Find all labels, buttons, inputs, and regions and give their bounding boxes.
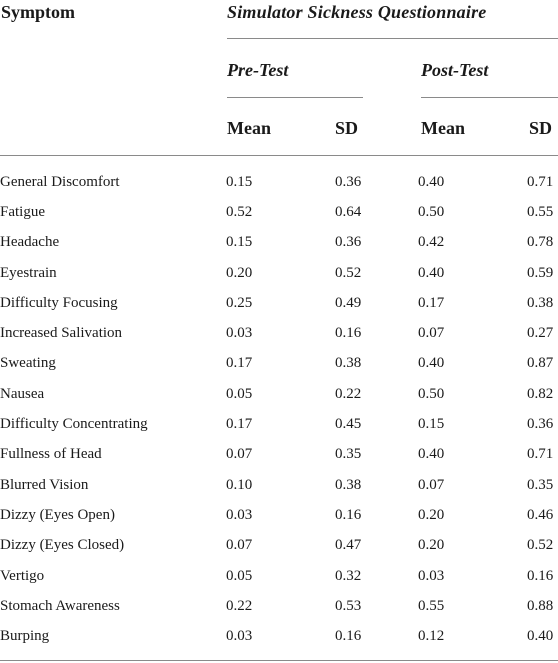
post-sd-cell: 0.88 — [527, 597, 554, 614]
symptom-cell: Dizzy (Eyes Closed) — [0, 537, 125, 554]
table-row — [0, 258, 557, 288]
symptom-cell: Difficulty Focusing — [0, 294, 118, 311]
post-mean-cell: 0.55 — [418, 597, 445, 614]
pre-mean-cell: 0.25 — [226, 294, 253, 311]
pre-mean-cell: 0.20 — [226, 264, 253, 281]
post-mean-header: Mean — [421, 118, 465, 138]
table-row — [0, 197, 557, 227]
pre-sd-cell: 0.22 — [335, 385, 362, 402]
post-sd-cell: 0.55 — [527, 203, 554, 220]
table-row — [0, 167, 557, 197]
post-sd-cell: 0.36 — [527, 416, 554, 433]
post-sd-cell: 0.52 — [527, 537, 554, 554]
pre-sd-cell: 0.16 — [335, 506, 362, 523]
table-row — [0, 288, 557, 318]
post-sd-cell: 0.78 — [527, 234, 554, 251]
pre-sd-cell: 0.45 — [335, 416, 362, 433]
pre-mean-cell: 0.05 — [226, 567, 253, 584]
pre-sd-cell: 0.49 — [335, 294, 362, 311]
post-mean-cell: 0.40 — [418, 355, 445, 372]
pre-sd-cell: 0.32 — [335, 567, 362, 584]
post-mean-cell: 0.50 — [418, 385, 445, 402]
pre-sd-cell: 0.16 — [335, 325, 362, 342]
post-mean-cell: 0.40 — [418, 173, 445, 190]
pre-mean-cell: 0.07 — [226, 446, 253, 463]
post-sd-cell: 0.71 — [527, 446, 554, 463]
symptom-cell: Vertigo — [0, 567, 45, 584]
symptom-cell: Headache — [0, 234, 60, 251]
symptom-cell: Increased Salivation — [0, 325, 123, 342]
pre-mean-cell: 0.15 — [226, 173, 253, 190]
table-row — [0, 318, 557, 348]
symptom-cell: Stomach Awareness — [0, 597, 120, 614]
symptom-cell: Dizzy (Eyes Open) — [0, 506, 115, 523]
post-mean-cell: 0.40 — [418, 264, 445, 281]
pre-mean-cell: 0.17 — [226, 416, 253, 433]
symptom-column-header: Symptom — [1, 2, 76, 22]
symptom-cell: General Discomfort — [0, 173, 120, 190]
questionnaire-header: Simulator Sickness Questionnaire — [227, 2, 487, 22]
symptom-cell: Difficulty Concentrating — [0, 416, 148, 433]
post-test-underline — [421, 97, 558, 98]
post-sd-cell: 0.46 — [527, 506, 554, 523]
post-sd-cell: 0.40 — [527, 628, 554, 645]
pre-sd-cell: 0.53 — [335, 597, 362, 614]
post-sd-cell: 0.82 — [527, 385, 554, 402]
table-row — [0, 409, 557, 439]
symptom-cell: Eyestrain — [0, 264, 57, 281]
post-mean-cell: 0.17 — [418, 294, 445, 311]
pre-sd-cell: 0.38 — [335, 476, 362, 493]
post-sd-cell: 0.27 — [527, 325, 554, 342]
header-bottom-rule — [0, 155, 558, 156]
pre-mean-cell: 0.15 — [226, 234, 253, 251]
table-row — [0, 531, 557, 561]
pre-sd-cell: 0.35 — [335, 446, 362, 463]
pre-sd-cell: 0.64 — [335, 203, 362, 220]
pre-mean-cell: 0.22 — [226, 597, 253, 614]
table-row — [0, 440, 557, 470]
questionnaire-underline — [227, 38, 558, 39]
post-mean-cell: 0.42 — [418, 234, 445, 251]
symptom-cell: Sweating — [0, 355, 56, 372]
symptom-cell: Blurred Vision — [0, 476, 89, 493]
pre-sd-cell: 0.36 — [335, 234, 362, 251]
table-row — [0, 379, 557, 409]
post-test-header: Post-Test — [421, 60, 489, 80]
post-sd-cell: 0.16 — [527, 567, 554, 584]
table-row — [0, 228, 557, 258]
pre-sd-cell: 0.36 — [335, 173, 362, 190]
post-sd-cell: 0.59 — [527, 264, 554, 281]
symptom-cell: Fatigue — [0, 203, 45, 220]
table-row — [0, 621, 557, 651]
post-sd-header: SD — [529, 118, 553, 138]
symptom-cell: Burping — [0, 628, 50, 645]
post-sd-cell: 0.35 — [527, 476, 554, 493]
table-row — [0, 561, 557, 591]
post-mean-cell: 0.20 — [418, 537, 445, 554]
pre-mean-header: Mean — [227, 118, 271, 138]
pre-sd-header: SD — [335, 118, 359, 138]
pre-mean-cell: 0.52 — [226, 203, 253, 220]
table-row — [0, 349, 557, 379]
pre-mean-cell: 0.05 — [226, 385, 253, 402]
post-mean-cell: 0.20 — [418, 506, 445, 523]
pre-mean-cell: 0.17 — [226, 355, 253, 372]
table-bottom-rule — [0, 660, 558, 661]
pre-mean-cell: 0.03 — [226, 628, 253, 645]
pre-sd-cell: 0.47 — [335, 537, 362, 554]
pre-sd-cell: 0.52 — [335, 264, 362, 281]
post-mean-cell: 0.03 — [418, 567, 445, 584]
pre-test-underline — [227, 97, 363, 98]
post-mean-cell: 0.07 — [418, 476, 445, 493]
post-mean-cell: 0.07 — [418, 325, 445, 342]
symptom-table — [0, 167, 557, 652]
pre-mean-cell: 0.03 — [226, 325, 253, 342]
post-mean-cell: 0.12 — [418, 628, 445, 645]
pre-sd-cell: 0.38 — [335, 355, 362, 372]
pre-mean-cell: 0.07 — [226, 537, 253, 554]
post-mean-cell: 0.50 — [418, 203, 445, 220]
post-sd-cell: 0.38 — [527, 294, 554, 311]
pre-mean-cell: 0.03 — [226, 506, 253, 523]
post-sd-cell: 0.71 — [527, 173, 554, 190]
table-row — [0, 591, 557, 621]
table-row — [0, 500, 557, 530]
symptom-cell: Nausea — [0, 385, 45, 402]
pre-test-header: Pre-Test — [227, 60, 289, 80]
post-mean-cell: 0.40 — [418, 446, 445, 463]
pre-mean-cell: 0.10 — [226, 476, 253, 493]
symptom-cell: Fullness of Head — [0, 446, 102, 463]
table-row — [0, 470, 557, 500]
post-sd-cell: 0.87 — [527, 355, 554, 372]
post-mean-cell: 0.15 — [418, 416, 445, 433]
pre-sd-cell: 0.16 — [335, 628, 362, 645]
